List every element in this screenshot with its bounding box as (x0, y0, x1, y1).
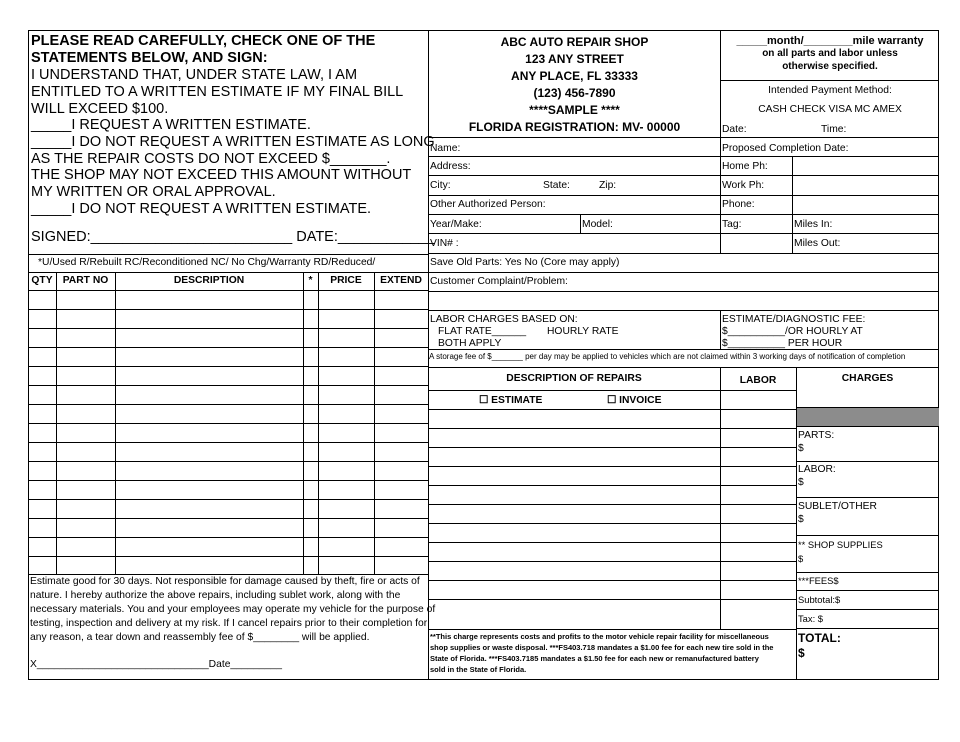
instruction-line: PLEASE READ CAREFULLY, CHECK ONE OF THE (31, 33, 376, 49)
divider (428, 629, 796, 630)
divider (428, 466, 796, 467)
limit-estimate-option[interactable]: _____I DO NOT REQUEST A WRITTEN ESTIMATE AS LONG (31, 134, 435, 150)
divider (428, 156, 939, 157)
col-header-qty: QTY (31, 275, 53, 286)
divider (796, 497, 939, 498)
date-field[interactable]: Date: (722, 124, 747, 135)
divider (720, 310, 721, 349)
city-field[interactable]: City: (430, 180, 451, 191)
shop-phone: (123) 456-7890 (533, 86, 616, 100)
col-header-code: * (308, 275, 313, 286)
terms-line: Estimate good for 30 days. Not responsible for damage caused by theft, fire or acts of (30, 576, 420, 587)
state-field[interactable]: State: (543, 180, 570, 191)
sample-label: ****SAMPLE **** (529, 103, 620, 117)
request-estimate-option[interactable]: _____I REQUEST A WRITTEN ESTIMATE. (31, 117, 311, 133)
name-field[interactable]: Name: (430, 143, 461, 154)
fees-field[interactable]: ***FEES$ (798, 575, 839, 586)
divider (428, 428, 796, 429)
terms-line: any reason, a tear down and reassembly fee of $________ will be applied. (30, 632, 370, 643)
model-field[interactable]: Model: (582, 219, 613, 230)
col-header-part-no: PART NO (62, 275, 109, 286)
estimate-checkbox[interactable]: ☐ ESTIMATE (479, 395, 543, 406)
repairs-header: DESCRIPTION OF REPAIRS (506, 373, 642, 384)
labor-charges-label: LABOR CHARGES BASED ON: (430, 314, 578, 325)
tax-field[interactable]: Tax: $ (798, 613, 824, 624)
condition-codes: *U/Used R/Rebuilt RC/Reconditioned NC/ No Chg/Warranty RD/Reduced/ (38, 257, 376, 268)
divider (796, 628, 939, 629)
divider (428, 561, 796, 562)
divider (115, 272, 116, 574)
tag-field[interactable]: Tag: (722, 219, 742, 230)
divider (28, 254, 428, 255)
divider (428, 349, 939, 350)
customer-complaint-field[interactable]: Customer Complaint/Problem: (430, 276, 568, 287)
divider (428, 272, 939, 273)
divider (28, 290, 428, 291)
no-estimate-option[interactable]: _____I DO NOT REQUEST A WRITTEN ESTIMATE. (31, 201, 372, 217)
home-phone-field[interactable]: Home Ph: (722, 161, 768, 172)
divider (28, 574, 428, 575)
divider (796, 426, 939, 427)
proposed-completion-field[interactable]: Proposed Completion Date: (722, 143, 849, 154)
address-field[interactable]: Address: (430, 161, 471, 172)
florida-registration: FLORIDA REGISTRATION: MV- 00000 (468, 120, 681, 134)
statement-line: AS THE REPAIR COSTS DO NOT EXCEED $_______. (31, 151, 391, 167)
both-apply-option[interactable]: BOTH APPLY (438, 338, 502, 349)
time-field[interactable]: Time: (821, 124, 847, 135)
footnote-line: sold in the State of Florida. (430, 665, 527, 674)
shop-supplies-label: ** SHOP SUPPLIES (798, 539, 883, 550)
col-header-price: PRICE (330, 275, 362, 286)
divider (428, 523, 796, 524)
shop-street: 123 ANY STREET (525, 52, 624, 66)
statement-line: ENTITLED TO A WRITTEN ESTIMATE IF MY FINAL BILL (31, 84, 404, 100)
divider (428, 137, 939, 138)
shop-supplies-value[interactable]: $ (798, 553, 804, 564)
divider (28, 499, 428, 500)
subtotal-field[interactable]: Subtotal:$ (798, 594, 841, 605)
instruction-line: STATEMENTS BELOW, AND SIGN: (31, 50, 268, 66)
divider (428, 291, 939, 292)
statement-line: I UNDERSTAND THAT, UNDER STATE LAW, I AM (31, 67, 358, 83)
payment-method-label: Intended Payment Method: (768, 85, 892, 96)
col-header-description: DESCRIPTION (173, 275, 245, 286)
divider (796, 407, 939, 408)
divider (28, 423, 428, 424)
charges-shaded-cell (797, 407, 939, 426)
divider (720, 367, 721, 629)
hourly-fee-field[interactable]: $__________ PER HOUR (722, 338, 843, 349)
sublet-charge-label: SUBLET/OTHER (798, 501, 877, 512)
divider (428, 390, 796, 391)
divider (428, 214, 939, 215)
divider (796, 609, 939, 610)
terms-line: necessary materials. You and your employees may operate my vehicle for the purpose of (30, 604, 436, 615)
divider (28, 272, 428, 273)
total-value[interactable]: $ (798, 646, 805, 660)
zip-field[interactable]: Zip: (599, 180, 617, 191)
hourly-rate-option[interactable]: HOURLY RATE (547, 326, 619, 337)
statement-line: MY WRITTEN OR ORAL APPROVAL. (31, 184, 276, 200)
divider (28, 537, 428, 538)
divider (428, 175, 939, 176)
divider (303, 272, 304, 574)
divider (428, 310, 939, 311)
divider (28, 328, 428, 329)
divider (720, 80, 939, 81)
phone-field[interactable]: Phone: (722, 199, 755, 210)
warranty-line: on all parts and labor unless (762, 48, 898, 59)
divider (796, 535, 939, 536)
miles-in-field[interactable]: Miles In: (794, 219, 833, 230)
divider (428, 542, 796, 543)
parts-charge-value[interactable]: $ (798, 443, 804, 454)
divider (428, 367, 939, 368)
divider (28, 556, 428, 557)
labor-header: LABOR (739, 375, 777, 386)
divider (28, 442, 428, 443)
parts-charge-label: PARTS: (798, 430, 835, 441)
divider (28, 461, 428, 462)
total-label: TOTAL: (798, 631, 841, 645)
save-old-parts-option[interactable]: Save Old Parts: Yes No (Core may apply) (430, 257, 620, 268)
storage-fee-notice: A storage fee of $_______ per day may be applied to vehicles which are not claimed within 3 working days of notification of completion (429, 352, 906, 361)
warranty-line: otherwise specified. (782, 61, 878, 72)
divider (28, 366, 428, 367)
signature-date-line[interactable]: SIGNED:_________________________ DATE:____________ (31, 229, 435, 245)
divider (428, 447, 796, 448)
shop-city: ANY PLACE, FL 33333 (511, 69, 638, 83)
divider (796, 572, 939, 573)
divider (720, 137, 721, 253)
miles-out-field[interactable]: Miles Out: (794, 238, 841, 249)
charges-header: CHARGES (841, 373, 894, 384)
divider (28, 385, 428, 386)
divider (792, 156, 793, 253)
footnote-line: State of Florida. ***FS403.7185 mandates a $1.50 fee for each new or remanufactured battery (430, 654, 759, 663)
statement-line: THE SHOP MAY NOT EXCEED THIS AMOUNT WITHOUT (31, 167, 412, 183)
labor-charge-value[interactable]: $ (798, 477, 804, 488)
divider (428, 253, 939, 254)
sublet-charge-value[interactable]: $ (798, 514, 804, 525)
divider (28, 480, 428, 481)
warranty-line[interactable]: _____month/________mile warranty (736, 35, 924, 47)
vin-field[interactable]: VIN# : (430, 238, 459, 249)
divider (28, 347, 428, 348)
other-person-field[interactable]: Other Authorized Person: (430, 199, 546, 210)
divider (428, 409, 796, 410)
flat-rate-option[interactable]: FLAT RATE______ (438, 326, 527, 337)
authorization-signature-line[interactable]: X______________________________Date_________ (30, 659, 282, 670)
terms-line: testing, inspection and delivery at my risk. If I cancel repairs prior to their completion for (30, 618, 428, 629)
divider (28, 518, 428, 519)
divider (428, 599, 796, 600)
invoice-checkbox[interactable]: ☐ INVOICE (607, 395, 662, 406)
work-phone-field[interactable]: Work Ph: (722, 180, 765, 191)
divider (318, 272, 319, 574)
divider (374, 272, 375, 574)
col-header-extend: EXTEND (380, 275, 422, 286)
footnote-line: shop supplies or waste disposal. ***FS403.718 mandates a $1.00 fee for each new tire sold in the (430, 643, 774, 652)
labor-charge-label: LABOR: (798, 464, 836, 475)
divider (796, 590, 939, 591)
divider (56, 272, 57, 574)
divider (428, 485, 796, 486)
divider (796, 461, 939, 462)
divider (428, 580, 796, 581)
estimate-fee-field[interactable]: $__________/OR HOURLY AT (722, 326, 863, 337)
terms-line: nature. I hereby authorize the above repairs, including sublet work, along with the (30, 590, 401, 601)
divider (428, 504, 796, 505)
statement-line: WILL EXCEED $100. (31, 101, 169, 117)
shop-name: ABC AUTO REPAIR SHOP (500, 35, 649, 49)
year-make-field[interactable]: Year/Make: (430, 219, 482, 230)
footnote-line: **This charge represents costs and profits to the motor vehicle repair facility for miscellaneous (430, 632, 769, 641)
divider (28, 309, 428, 310)
divider (428, 195, 939, 196)
payment-options[interactable]: CASH CHECK VISA MC AMEX (758, 104, 902, 115)
divider (28, 404, 428, 405)
divider (428, 233, 939, 234)
divider (580, 214, 581, 233)
estimate-fee-label: ESTIMATE/DIAGNOSTIC FEE: (722, 314, 866, 325)
